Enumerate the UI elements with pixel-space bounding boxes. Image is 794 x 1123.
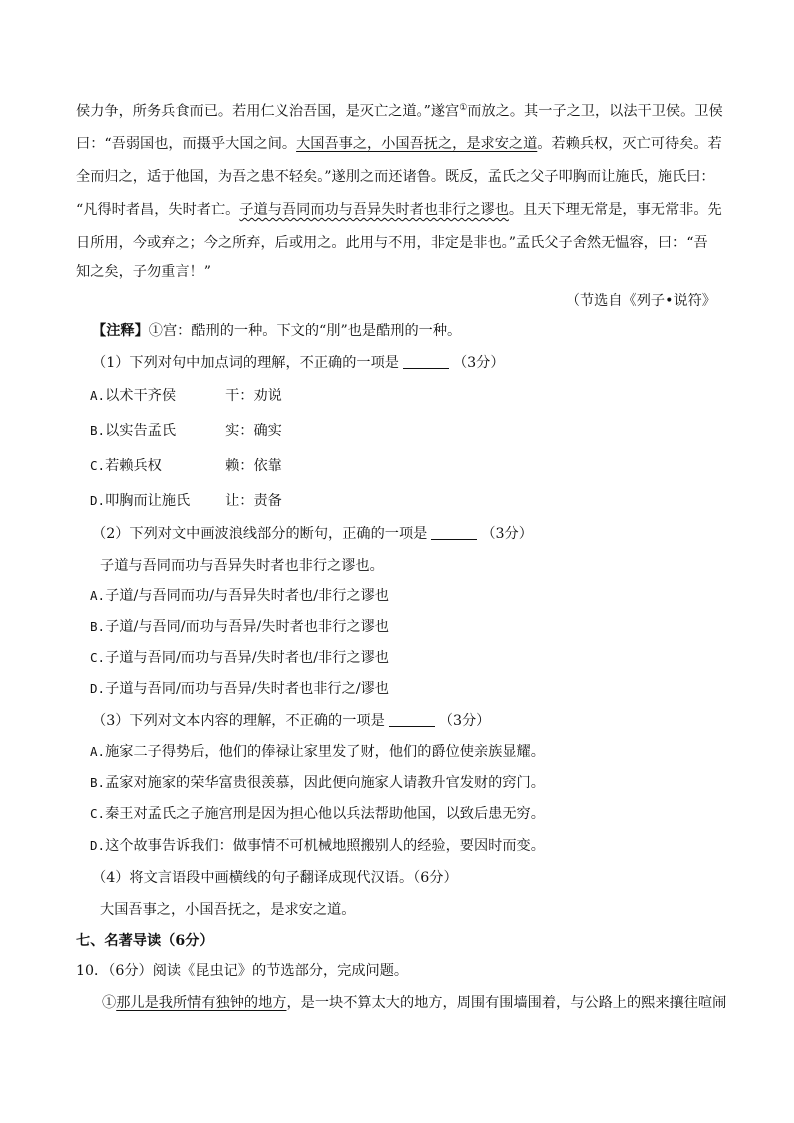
question-10-stem: 10．（6分）阅读《昆虫记》的节选部分，完成问题。 [76, 963, 409, 979]
q2-option-b: B.子道/与吾同/而功与吾异/失时者也非行之谬也 [90, 619, 389, 635]
q4-sentence: 大国吾事之，小国吾抚之，是求安之道。 [100, 902, 356, 918]
passage-line-5: 日所用，今或弃之；今之所弃，后或用之。此用与不用，非定是非也。”孟氏父子舍然无愠容，曰：“吾 [76, 235, 708, 251]
annotation-note: 【注释】①宫：酷刑的一种。下文的“刖”也是酷刑的一种。 [92, 323, 462, 339]
passage-line-1: 侯力争，所务兵食而已。若用仁义治吾国，是灭亡之道。”遂宫①而放之。其一子之卫，以法干卫侯。卫侯 [76, 103, 723, 120]
q3-option-a: A.施家二子得势后，他们的俸禄让家里发了财，他们的爵位使亲族显耀。 [90, 744, 545, 760]
underlined-sentence: 大国吾事之，小国吾抚之，是求安之道 [296, 136, 538, 152]
footnote-marker: ① [459, 103, 468, 113]
q1-option-d: D.叩胸而让施氏 让：责备 [90, 493, 282, 509]
passage-line-2: 曰：“吾弱国也，而摄乎大国之间。大国吾事之，小国吾抚之，是求安之道。若赖兵权，灭亡可待矣。若 [76, 136, 722, 152]
passage-line-3: 全而归之，适于他国，为吾之患不轻矣。”遂刖之而还诸鲁。既反，孟氏之父子叩胸而让施氏，施氏曰： [76, 169, 715, 185]
wavy-underlined-sentence: 子道与吾同而功与吾异失时者也非行之谬也 [239, 202, 509, 218]
q2-option-d: D.子道与吾同/而功与吾异/失时者也非行之/谬也 [90, 681, 389, 697]
answer-blank[interactable] [431, 525, 477, 540]
section-heading: 七、名著导读（6分） [76, 933, 214, 949]
answer-blank[interactable] [403, 354, 449, 369]
q2-option-a: A.子道/与吾同而功/与吾异失时者也/非行之谬也 [90, 588, 389, 604]
answer-blank[interactable] [389, 712, 435, 727]
paragraph-number: ① [102, 995, 117, 1011]
passage-line-4: “凡得时者昌，失时者亡。子道与吾同而功与吾异失时者也非行之谬也。且天下理无常是，事无常非。先 [76, 202, 722, 218]
question-2-stem: （2）下列对文中画波浪线部分的断句，正确的一项是 （3分） [92, 526, 533, 542]
q1-option-c: C.若赖兵权 赖：依靠 [90, 458, 282, 474]
passage-line-6: 知之矣，子勿重言！” [76, 264, 211, 280]
q1-option-a: A.以术干齐侯 干：劝说 [90, 388, 282, 404]
q2-sentence: 子道与吾同而功与吾异失时者也非行之谬也。 [100, 558, 384, 574]
question-3-stem: （3）下列对文本内容的理解，不正确的一项是 （3分） [92, 713, 491, 729]
question-4-stem: （4）将文言语段中画横线的句子翻译成现代汉语。（6分） [92, 870, 458, 886]
underlined-phrase: 那儿是我所情有独钟的地方 [116, 995, 287, 1011]
note-label: 【注释】 [92, 323, 149, 339]
excerpt-paragraph-1: ①那儿是我所情有独钟的地方，是一块不算太大的地方，周围有围墙围着，与公路上的熙来攘往喧闹 [102, 995, 727, 1011]
question-1-stem: （1）下列对句中加点词的理解，不正确的一项是 （3分） [92, 355, 505, 371]
q3-option-c: C.秦王对孟氏之子施宫刑是因为担心他以兵法帮助他国，以致后患无穷。 [90, 806, 545, 822]
source-citation: （节选自《列子•说符》 [565, 293, 716, 309]
q1-option-b: B.以实告孟氏 实：确实 [90, 423, 282, 439]
q3-option-d: D.这个故事告诉我们：做事情不可机械地照搬别人的经验，要因时而变。 [90, 838, 545, 854]
q3-option-b: B.孟家对施家的荣华富贵很羡慕，因此便向施家人请教升官发财的窍门。 [90, 775, 545, 791]
q2-option-c: C.子道与吾同/而功与吾异/失时者也/非行之谬也 [90, 650, 389, 666]
